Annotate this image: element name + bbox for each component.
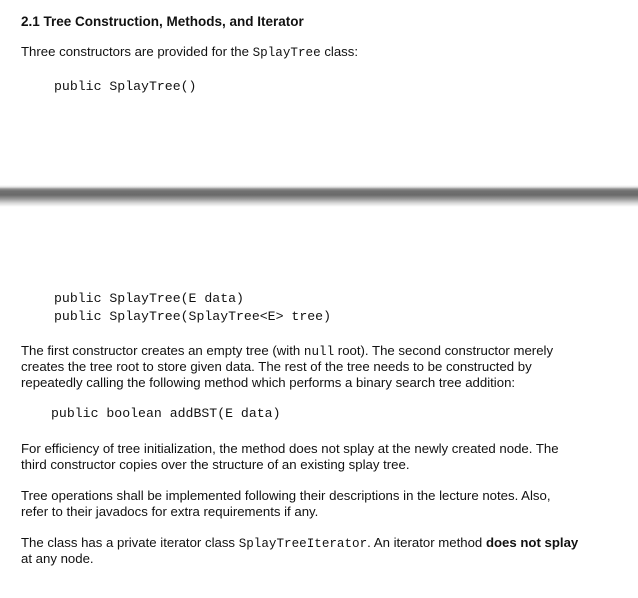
p1-line1-text-a: The first constructor creates an empty tree (with xyxy=(21,343,304,358)
p1-line1-text-b: root). The second constructor merely xyxy=(334,343,554,358)
page-break-divider xyxy=(0,185,638,207)
paragraph3-line1: Tree operations shall be implemented following their descriptions in the lecture notes. Also, xyxy=(21,488,551,503)
paragraph1-line3: repeatedly calling the following method which performs a binary search tree addition: xyxy=(21,375,516,390)
paragraph4-line1 xyxy=(21,535,578,552)
intro-paragraph xyxy=(21,44,358,61)
paragraph1-line2: creates the tree root to store given data. The rest of the tree needs to be constructed by xyxy=(21,359,532,374)
intro-class-name: SplayTree xyxy=(252,46,321,60)
p4-line1-text-b: . An iterator method xyxy=(367,535,486,550)
p1-null-code: null xyxy=(303,345,335,359)
paragraph2-line2: third constructor copies over the structure of an existing splay tree. xyxy=(21,457,410,472)
method-signature-addbst: public boolean addBST(E data) xyxy=(51,406,281,421)
p4-line1-text-a: The class has a private iterator class xyxy=(21,535,239,550)
constructor-default: public SplayTree() xyxy=(54,79,197,94)
constructor-data: public SplayTree(E data) xyxy=(54,291,244,306)
section-heading: 2.1 Tree Construction, Methods, and Iterator xyxy=(21,14,304,29)
constructor-copy: public SplayTree(SplayTree<E> tree) xyxy=(54,309,331,324)
intro-prefix: Three constructors are provided for the xyxy=(21,44,253,59)
paragraph4-line2: at any node. xyxy=(21,551,94,566)
p4-iterator-class-code: SplayTreeIterator xyxy=(238,537,368,551)
p4-does-not-splay-emphasis: does not splay xyxy=(485,535,579,550)
paragraph2-line1: For efficiency of tree initialization, the method does not splay at the newly created node. The xyxy=(21,441,559,456)
paragraph1-line1 xyxy=(21,343,553,360)
intro-suffix: class: xyxy=(320,44,359,59)
paragraph3-line2: refer to their javadocs for extra requirements if any. xyxy=(21,504,319,519)
